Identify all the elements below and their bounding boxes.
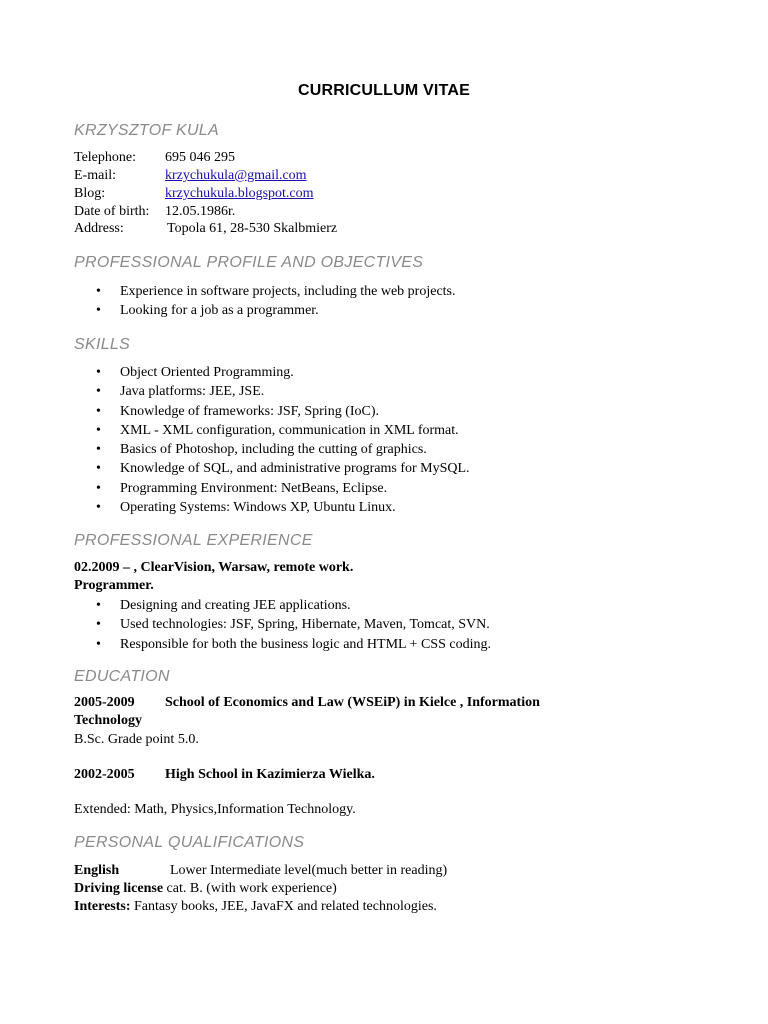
english-label: English [74, 863, 120, 878]
address-label: Address: [74, 221, 124, 236]
telephone-value: 695 046 295 [165, 150, 235, 165]
driving-line [74, 880, 337, 898]
bullet-icon: • [96, 500, 101, 516]
education-school: School of Economics and Law (WSEiP) in Kielce , Information [165, 695, 540, 710]
driving-value: cat. B. (with work experience) [166, 881, 337, 896]
job-header: 02.2009 – , ClearVision, Warsaw, remote work. [74, 560, 354, 575]
bullet-icon: • [96, 598, 101, 613]
telephone-label: Telephone: [74, 150, 136, 165]
profile-heading: PROFESSIONAL PROFILE AND OBJECTIVES [74, 254, 424, 271]
job-role: Programmer. [74, 578, 154, 593]
bullet-icon: • [96, 403, 101, 419]
education-detail: B.Sc. Grade point 5.0. [74, 732, 199, 747]
education-detail: Extended: Math, Physics,Information Technology. [74, 802, 356, 817]
education-heading: EDUCATION [74, 668, 170, 685]
blog-link[interactable]: krzychukula.blogspot.com [165, 186, 314, 201]
qualifications-heading: PERSONAL QUALIFICATIONS [74, 834, 305, 851]
document-title: CURRICULLUM VITAE [298, 82, 470, 99]
candidate-name: KRZYSZTOF KULA [74, 122, 219, 139]
experience-heading: PROFESSIONAL EXPERIENCE [74, 532, 313, 549]
education-school: High School in Kazimierza Wielka. [165, 767, 375, 782]
education-years: 2002-2005 [74, 767, 135, 782]
bullet-icon: • [96, 303, 101, 319]
interests-label: Interests: [74, 899, 131, 914]
cv-page: CURRICULLUM VITAE KRZYSZTOF KULA Telephone: 695 046 295 E-mail: krzychukula@gmail.com Blog: krzychukula.blogspot.com Date of birth: 12.05.1986r. Address: Topola 61, 28-530 Skalbmierz PROFESSIONAL PROFILE AND OBJECTIVES • Experience in software projects, including the web projects. • Looking for a job as a programmer. SKILLS • Object Oriented Programming. • Java platforms: JEE, JSE. • Knowledge of frameworks: JSF, Spring (IoC). • XML - XML configuration, communication in XML format. • Basics of Photoshop, including the cutting of graphics. • Knowledge of SQL, and administrative programs for MySQL. • Programming Environment: NetBeans, Eclipse. • Operating Systems: Windows XP, Ubuntu Linux. PROFESSIONAL EXPERIENCE 02.2009 – , ClearVision, Warsaw, remote work. Programmer. • Designing and creating JEE applications. • Used technologies: JSF, Spring, Hibernate, Maven, Tomcat, SVN. • Responsible for both the business logic and HTML + CSS coding. EDUCATION 2005-2009 School of Economics and Law (WSEiP) in Kielce , Information Technology B.Sc. Grade point 5.0. 2002-2005 High School in Kazimierza Wielka. Extended: Math, Physics,Information Technology. PERSONAL QUALIFICATIONS English Lower Intermediate level(much better in reading) Driving license cat. B. (with work experience) Interests: Fantasy books, JEE, JavaFX and related technologies. [0, 0, 768, 1024]
blog-label: Blog: [74, 186, 106, 201]
education-school-continued: Technology [74, 713, 142, 728]
bullet-icon: • [96, 617, 101, 633]
skills-heading: SKILLS [74, 336, 131, 353]
bullet-icon: • [96, 284, 101, 299]
education-years: 2005-2009 [74, 695, 135, 710]
interests-line [74, 898, 437, 916]
bullet-icon: • [96, 461, 101, 477]
bullet-icon: • [96, 636, 101, 652]
bullet-icon: • [96, 480, 101, 496]
bullet-icon: • [96, 365, 101, 380]
bullet-icon: • [96, 384, 101, 400]
driving-label: Driving license [74, 881, 164, 896]
interests-value: Fantasy books, JEE, JavaFX and related technologies. [134, 899, 437, 914]
email-label: E-mail: [74, 168, 116, 183]
bullet-icon: • [96, 442, 101, 458]
english-value: Lower Intermediate level(much better in reading) [170, 863, 448, 878]
birth-date-value: 12.05.1986r. [165, 204, 236, 219]
birth-date-label: Date of birth: [74, 204, 150, 219]
email-link[interactable]: krzychukula@gmail.com [165, 168, 307, 183]
bullet-icon: • [96, 422, 101, 438]
address-value: Topola 61, 28-530 Skalbmierz [167, 221, 338, 236]
